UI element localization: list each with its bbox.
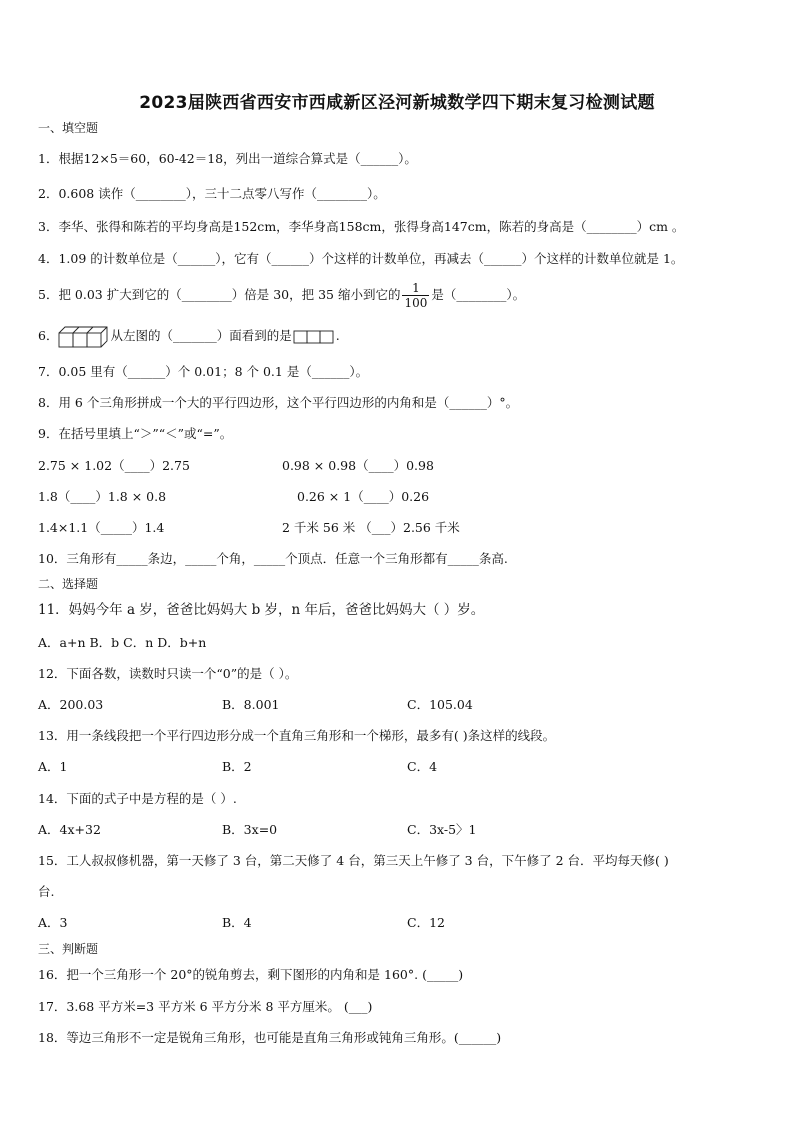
question-6-suffix: . — [335, 328, 340, 343]
question-6 — [38, 325, 340, 348]
question-4: 4．1.09 的计数单位是（______），它有（______）个这样的计数单位，再减去（______）个这样的计数单位就是 1。 — [38, 251, 684, 266]
compare-item-1: 2.75 × 1.02（____）2.75 — [38, 458, 190, 473]
question-3: 3．李华、张得和陈若的平均身高是152cm，李华身高158cm，张得身高147cm，陈若的身高是（________）cm 。 — [38, 219, 685, 234]
question-8: 8．用 6 个三角形拼成一个大的平行四边形，这个平行四边形的内角和是（______）°。 — [38, 395, 519, 410]
q12-option-c: C．105.04 — [407, 697, 473, 712]
fraction-denominator: 100 — [404, 296, 428, 310]
question-11-options: A．a+n B．b C．n D．b+n — [38, 635, 207, 650]
question-14: 14．下面的式子中是方程的是（ ）. — [38, 791, 237, 806]
question-1: 1．根据12×5＝60，60-42＝18，列出一道综合算式是（______）。 — [38, 151, 417, 166]
question-16: 16．把一个三角形一个 20°的锐角剪去，剩下图形的内角和是 160°. (_____) — [38, 967, 464, 982]
compare-item-5: 1.4×1.1（_____）1.4 — [38, 520, 165, 535]
q14-option-b: B．3x=0 — [222, 822, 278, 837]
section-choice: 二、选择题 — [38, 577, 99, 591]
compare-item-4: 0.26 × 1（____）0.26 — [297, 489, 430, 504]
question-5-text-after: 是（________）。 — [431, 287, 526, 302]
question-5-text-before: 5．把 0.03 扩大到它的（________）倍是 30，把 35 缩小到它的 — [38, 287, 401, 302]
compare-item-2: 0.98 × 0.98（____）0.98 — [282, 458, 434, 473]
fraction-one-hundredth — [402, 281, 429, 310]
question-6-number: 6． — [38, 328, 59, 343]
q15-option-c: C．12 — [407, 915, 445, 930]
question-9: 9．在括号里填上“＞”“＜”或“=”。 — [38, 426, 233, 441]
q12-option-a: A．200.03 — [38, 697, 104, 712]
compare-item-3: 1.8（____）1.8 × 0.8 — [38, 489, 167, 504]
q14-option-c: C．3x-5〉1 — [407, 822, 477, 837]
fraction-numerator: 1 — [402, 281, 429, 296]
question-2: 2．0.608 读作（________），三十二点零八写作（________）。 — [38, 186, 386, 201]
question-7: 7．0.05 里有（______）个 0.01；8 个 0.1 是（______）。 — [38, 364, 369, 379]
question-15-line-1: 15．工人叔叔修机器，第一天修了 3 台，第二天修了 4 台，第三天上午修了 3 台，下午修了 2 台．平均每天修( ) — [38, 853, 669, 868]
q12-option-b: B．8.001 — [222, 697, 280, 712]
question-6-text: 从左图的（_______）面看到的是 — [110, 328, 292, 343]
question-13: 13．用一条线段把一个平行四边形分成一个直角三角形和一个梯形，最多有( )条这样的线段。 — [38, 728, 556, 743]
question-11: 11．妈妈今年 a 岁，爸爸比妈妈大 b 岁，n 年后，爸爸比妈妈大（ ）岁。 — [38, 602, 485, 618]
question-5 — [38, 279, 525, 311]
q14-option-a: A．4x+32 — [38, 822, 101, 837]
three-cubes-figure — [58, 326, 108, 348]
page-title: 2023届陕西省西安市西咸新区泾河新城数学四下期末复习检测试题 — [139, 93, 655, 113]
question-10: 10．三角形有_____条边，_____个角，_____个顶点．任意一个三角形都有_____条高. — [38, 551, 508, 566]
q13-option-a: A．1 — [38, 759, 68, 774]
question-18: 18．等边三角形不一定是锐角三角形，也可能是直角三角形或钝角三角形。(______) — [38, 1030, 502, 1045]
compare-item-6: 2 千米 56 米 （___）2.56 千米 — [282, 520, 460, 535]
section-true-false: 三、判断题 — [38, 942, 99, 956]
section-fill-blank: 一、填空题 — [38, 121, 99, 135]
question-15-line-2: 台. — [38, 884, 55, 899]
q15-option-b: B．4 — [222, 915, 252, 930]
q13-option-b: B．2 — [222, 759, 252, 774]
q13-option-c: C．4 — [407, 759, 438, 774]
question-12: 12．下面各数，读数时只读一个“0”的是（ ）。 — [38, 666, 298, 681]
q15-option-a: A．3 — [38, 915, 68, 930]
question-17: 17．3.68 平方米=3 平方米 6 平方分米 8 平方厘米。 (___) — [38, 999, 373, 1014]
three-squares-view — [293, 330, 335, 344]
